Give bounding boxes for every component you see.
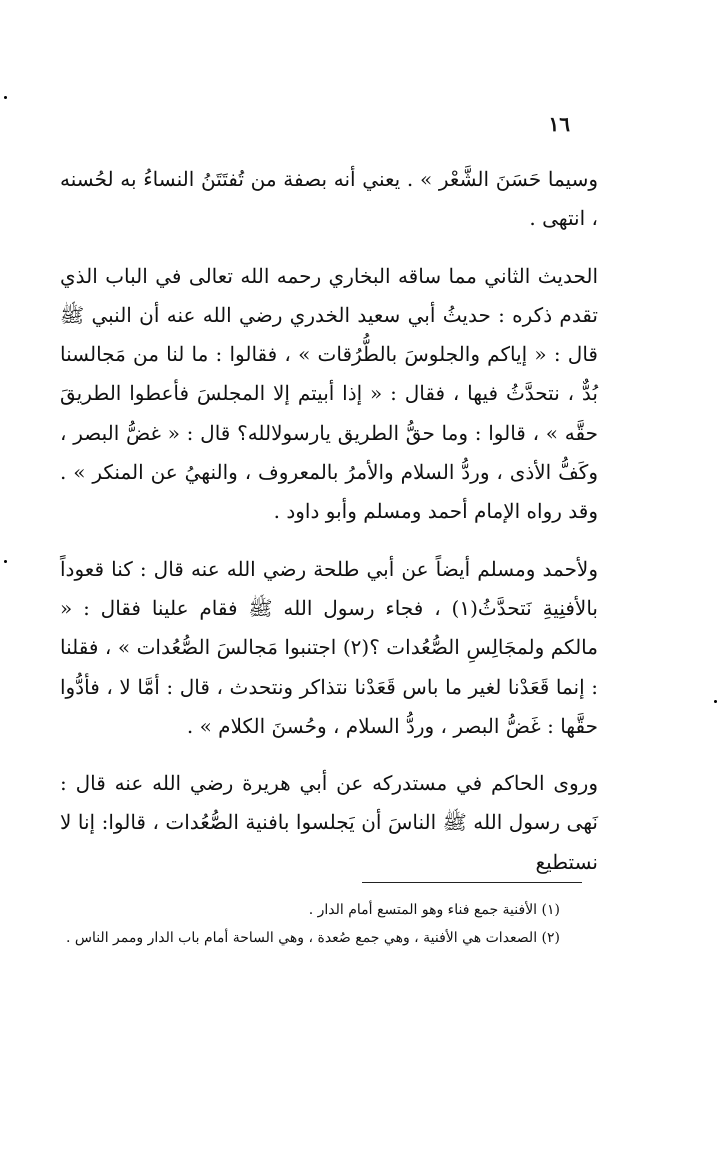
margin-speck [4,560,7,563]
paragraph-3: ولأحمد ومسلم أيضاً عن أبي طلحة رضي الله عنه قال : كنا قعوداً بالأفنِيةِ نَتحدَّثُ(١) ، فجاء رسول الله ﷺ فقام علينا فقال : « مالكم ولمجَالِسِ الصُّعُدات ؟(٢) اجتنبوا مَجالسَ الصُّعُدات » ، فقلنا : إنما قَعَدْنا لغير ما باس قَعَدْنا نتذاكر ونتحدث ، قال : أمَّا لا ، فأدُّوا حقَّها : غَضُّ البصر ، وردُّ السلام ، وحُسنَ الكلام » . [60,556,598,738]
page-number: ١٦ [548,112,570,136]
margin-speck [4,96,7,99]
footnote-divider [362,882,582,883]
footnote-2: (٢) الصعدات هي الأفنية ، وهي جمع صُعدة ، وهي الساحة أمام باب الدار وممر الناس . [65,930,560,946]
paragraph-4: وروى الحاكم في مستدركه عن أبي هريرة رضي الله عنه قال : نَهى رسول الله ﷺ الناسَ أن يَجلسوا بافنية الصُّعُدات ، قالوا: إنا لا نستطيع [60,771,598,874]
footnote-1: (١) الأفنية جمع فناء وهو المتسع أمام الدار . [308,902,560,918]
paragraph-2: الحديث الثاني مما ساقه البخاري رحمه الله تعالى في الباب الذي تقدم ذكره : حديثُ أبي سعيد الخدري رضي الله عنه أن النبي ﷺ قال : « إياكم والجلوسَ بالطُّرُقات » ، فقالوا : ما لنا من مَجالسنا بُدٌّ ، نتحدَّثُ فيها ، فقال : « إذا أبيتم إلا المجلسَ فأعطوا الطريقَ حقَّه » ، قالوا : وما حقُّ الطريق يارسولالله؟ قال : « غضُّ البصر ، وكَفُّ الأذى ، وردُّ السلام والأمرُ بالمعروف ، والنهيُ عن المنكر » . وقد رواه الإمام أحمد ومسلم وأبو داود . [60,263,599,524]
margin-speck [714,700,717,703]
main-text [60,160,598,900]
paragraph-1: وسيما حَسَنَ الشَّعْر » . يعني أنه بصفة من تُفتَتَنُ النساءُ به لحُسنه ، انتهى . [60,167,598,231]
footnotes [60,896,560,952]
